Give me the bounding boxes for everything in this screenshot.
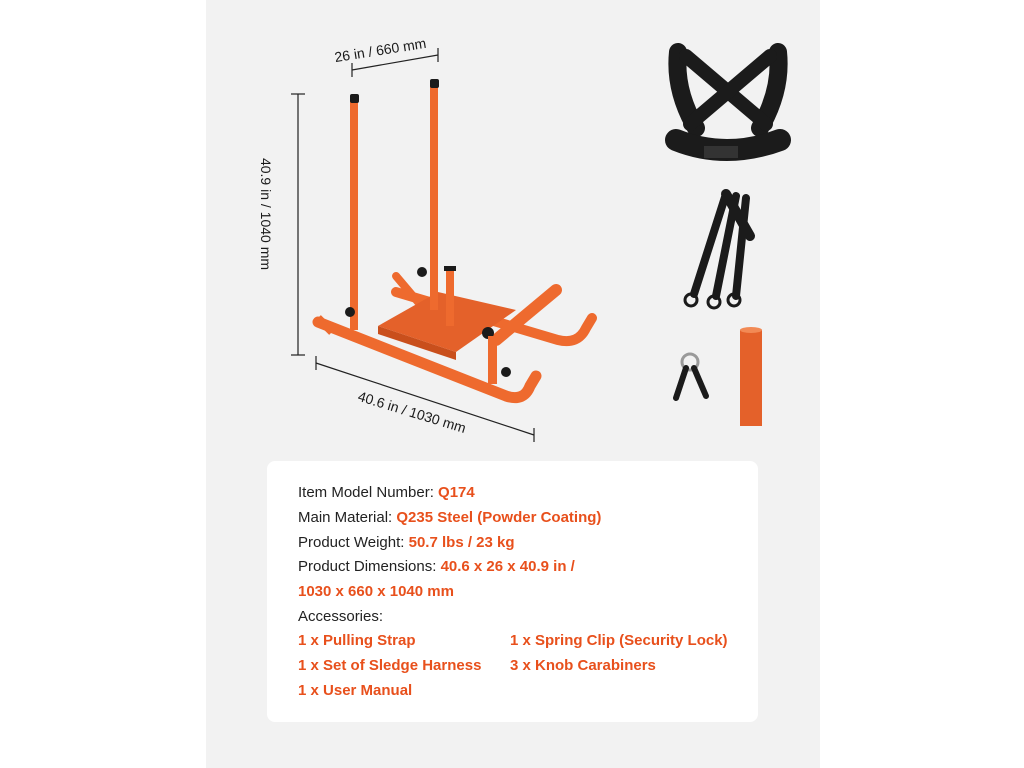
weight-sled: [318, 79, 592, 398]
material-value: Q235 Steel (Powder Coating): [396, 509, 602, 526]
material-label: Main Material:: [298, 509, 397, 526]
accessory-item: 3 x Knob Carabiners: [510, 657, 656, 674]
specification-card: [267, 461, 758, 722]
product-illustration: [206, 0, 820, 450]
length-dimension-label: 40.6 in / 1030 mm: [356, 387, 468, 437]
loading-sleeve: [740, 327, 762, 426]
accessory-item: 1 x Spring Clip (Security Lock): [510, 632, 728, 649]
dimension-lines: [291, 48, 534, 442]
model-number-label: Item Model Number:: [298, 484, 439, 501]
material-line: [298, 509, 601, 526]
product-figure: [206, 0, 820, 450]
weight-value: 50.7 lbs / 23 kg: [408, 534, 515, 551]
height-dimension-label: 40.9 in / 1040 mm: [258, 157, 275, 271]
weight-label: Product Weight:: [298, 534, 409, 551]
width-dimension-label: 26 in / 660 mm: [333, 34, 428, 66]
dimensions-value-imperial: 40.6 x 26 x 40.9 in /: [440, 558, 575, 575]
accessories-label: Accessories:: [298, 608, 384, 625]
dimensions-label: Product Dimensions:: [298, 558, 441, 575]
accessory-item: 1 x Pulling Strap: [298, 632, 416, 649]
spring-clip: [676, 354, 706, 398]
model-number-line: [298, 484, 475, 501]
weight-line: [298, 534, 515, 551]
sledge-harness: [676, 52, 780, 158]
accessory-item: 1 x Set of Sledge Harness: [298, 657, 482, 674]
dimensions-line: [298, 558, 575, 575]
pulling-strap: [685, 194, 750, 308]
accessory-item: 1 x User Manual: [298, 682, 413, 699]
product-page: [206, 0, 820, 768]
dimensions-line-metric: [298, 583, 454, 600]
dimensions-value-metric: 1030 x 660 x 1040 mm: [298, 583, 454, 600]
model-number-value: Q174: [438, 484, 475, 501]
